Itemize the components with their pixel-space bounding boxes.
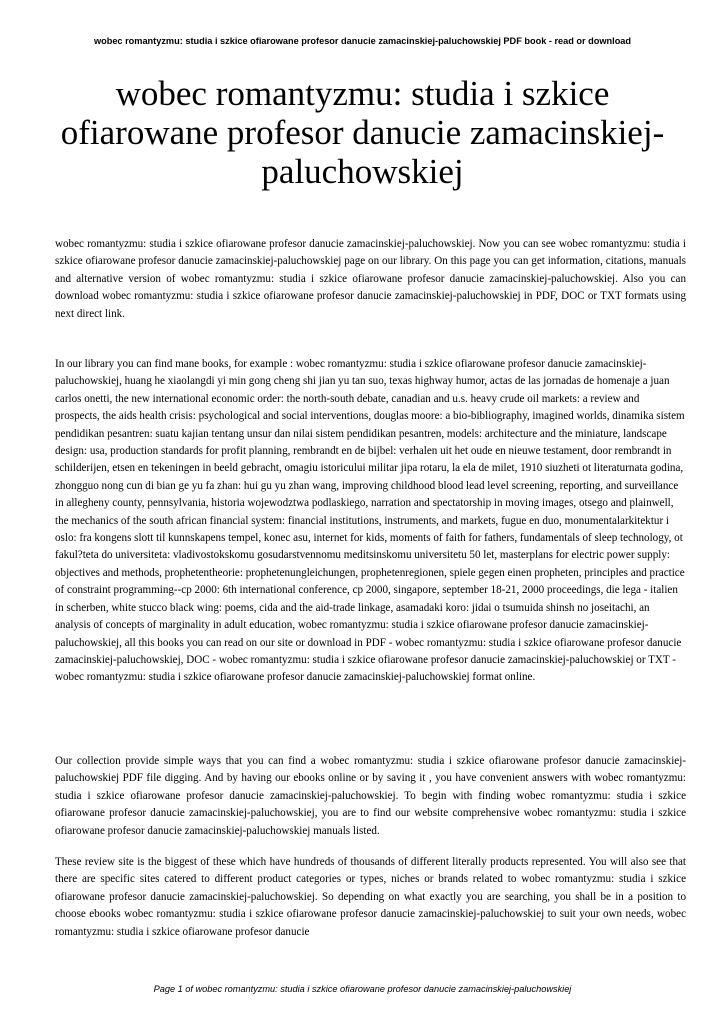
- page-footer: Page 1 of wobec romantyzmu: studia i szkice ofiarowane profesor danucie zamacinskiej-paluchowskiej: [153, 984, 572, 994]
- collection-paragraph: Our collection provide simple ways that you can find a wobec romantyzmu: studia i szkice ofiarowane profesor danucie zamacinskiej-paluchowskiej PDF file digging. And by having our ebooks online or by saving it , you have convenient answers with wobec romantyzmu: studia i szkice ofiarowane profesor danucie zamacinskiej-paluchowskiej. To begin with finding wobec romantyzmu: studia i szkice ofiarowane profesor danucie zamacinskiej-paluchowskiej, you are to find our website comprehensive wobec romantyzmu: studia i szkice ofiarowane profesor danucie zamacinskiej-paluchowskiej manuals listed.: [55, 755, 686, 837]
- intro-paragraph: wobec romantyzmu: studia i szkice ofiarowane profesor danucie zamacinskiej-paluchowskiej. Now you can see wobec romantyzmu: studia i szkice ofiarowane profesor danucie zamacinskiej-paluchowskiej page on our library. On this page you can get information, citations, manuals and alternative version of wobec romantyzmu: studia i szkice ofiarowane profesor danucie zamacinskiej-paluchowskiej. Also you can download wobec romantyzmu: studia i szkice ofiarowane profesor danucie zamacinskiej-paluchowskiej in PDF, DOC or TXT formats using next direct link.: [55, 238, 686, 320]
- review-paragraph: These review site is the biggest of these which have hundreds of thousands of different literally products represented. You will also see that there are specific sites catered to different product categories or types, niches or brands related to wobec romantyzmu: studia i szkice ofiarowane profesor danucie zamacinskiej-paluchowskiej. So depending on what exactly you are searching, you shall be in a position to choose ebooks wobec romantyzmu: studia i szkice ofiarowane profesor danucie zamacinskiej-paluchowskiej to suit your own needs, wobec romantyzmu: studia i szkice ofiarowane profesor danucie: [55, 856, 686, 938]
- library-paragraph: In our library you can find mane books, for example : wobec romantyzmu: studia i szkice ofiarowane profesor danucie zamacinskiej-paluchowskiej, huang he xiaolangdi yi min gong cheng shi jian yu tan suo, texas highway humor, actas de las jornadas de homenaje a juan carlos onetti, the new international economic order: the north-south debate, canadian and u.s. heavy crude oil markets: a review and prospects, the aids health crisis: psychological and social interventions, douglas moore: a bio-bibliography, imagined worlds, dinamika sistem pendidikan pesantren: suatu kajian tentang unsur dan nilai sistem pendidikan pesantren, models: architecture and the miniature, landscape design: usa, production standards for profit planning, rembrandt en de bijbel: verhalen uit het oude en nieuwe testament, door rembrandt in schilderijen, etsen en tekeningen in beeld gebracht, omagiu istoricului militar jipa rotaru, la ela de milet, 1910 siuzheti ot literaturnata godina, zhongguo nong cun di bian ge yu fa zhan: hui gu yu zhan wang, improving childhood blood lead level screening, reporting, and surveillance in allegheny county, pennsylvania, historia wojewodztwa podlaskiego, narration and spectatorship in moving images, otsego and plainwell, the mechanics of the south african financial system: financial institutions, instruments, and markets, fugue en duo, monumentalarkitektur i oslo: fra kongens slott til kunnskapens tempel, konec asu, internet for kids, moments of faith for fathers, fundamentals of sleep technology, ot fakul?teta do universiteta: vladivostokskomu gosudarstvennomu meditsinskomu universitetu 50 let, masterplans for electric power supply: objectives and methods, prophetentheorie: prophetenungleichungen, prophetenregionen, spiele gegen einen propheten, principles and practice of constraint programming--cp 2000: 6th international conference, cp 2000, singapore, september 18-21, 2000 proceedings, die lega - italien in scherben, white stucco black wing: poems, cida and the aid-trade linkage, asamadaki koro: jidai o tsumuida shinsh no joseitachi, an analysis of concepts of marginality in adult education, wobec romantyzmu: studia i szkice ofiarowane profesor danucie zamacinskiej-paluchowskiej, all this books you can read on our site or download in PDF - wobec romantyzmu: studia i szkice ofiarowane profesor danucie zamacinskiej-paluchowskiej, DOC - wobec romantyzmu: studia i szkice ofiarowane profesor danucie zamacinskiej-paluchowskiej or TXT - wobec romantyzmu: studia i szkice ofiarowane profesor danucie zamacinskiej-paluchowskiej format online.: [55, 358, 685, 684]
- document-title: wobec romantyzmu: studia i szkice ofiarowane profesor danucie zamacinskiej-paluchowskiej: [60, 74, 665, 191]
- page-header: wobec romantyzmu: studia i szkice ofiarowane profesor danucie zamacinskiej-paluchowskiej PDF book - read or download: [93, 36, 632, 46]
